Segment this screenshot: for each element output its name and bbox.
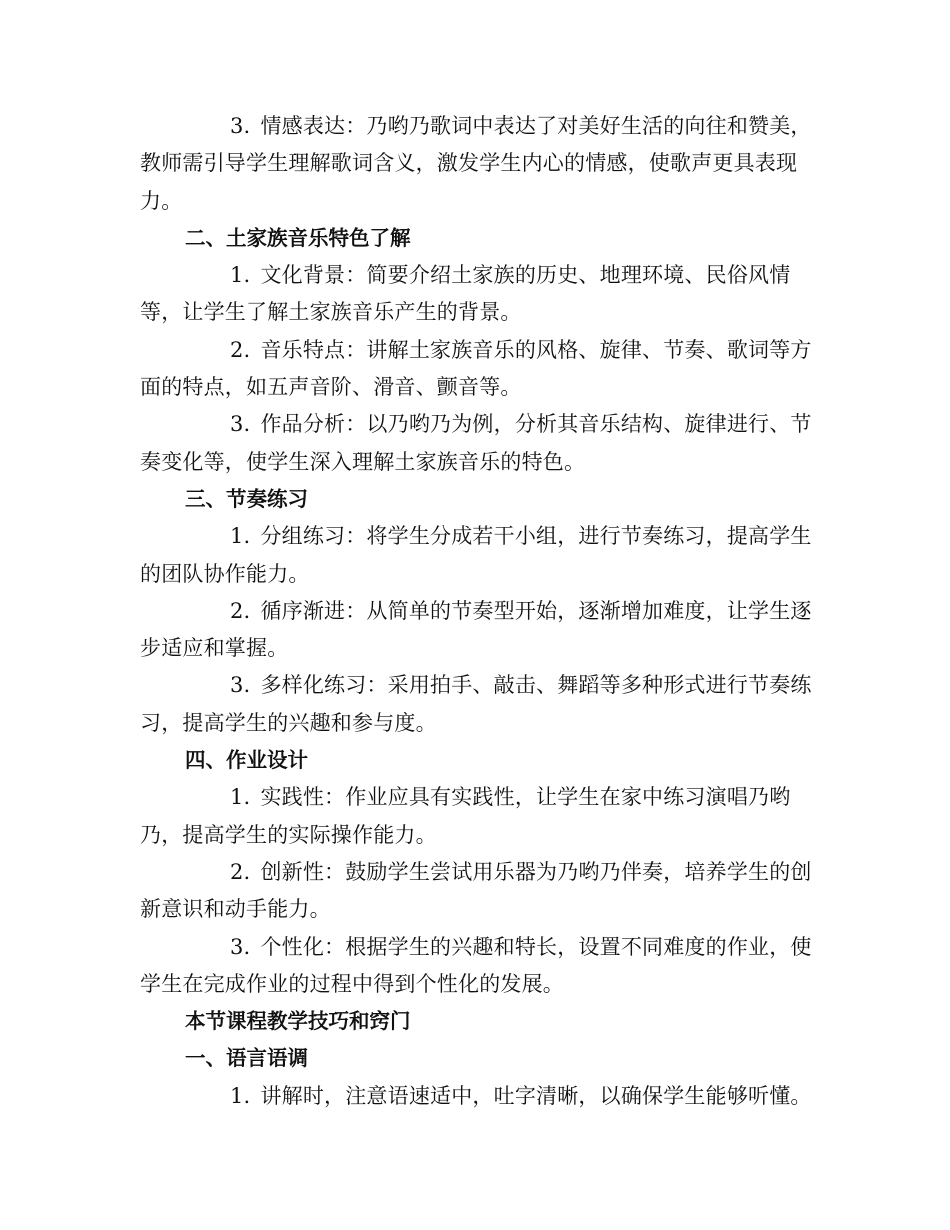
paragraph-diverse-practice [140,667,812,742]
item-number: 3. [230,114,251,138]
paragraph-group-practice [140,518,812,593]
section-heading-teaching-tips: 本节课程教学技巧和窍门 [185,1009,411,1034]
paragraph-text: 多样化练习：采用拍手、敲击、舞蹈等多种形式进行节奏练习，提高学生的兴趣和参与度。 [140,673,812,735]
paragraph-text: 实践性：作业应具有实践性，让学生在家中练习演唱乃哟乃，提高学生的实际操作能力。 [140,785,791,847]
section-heading-homework-design: 四、作业设计 [185,748,308,773]
paragraph-practicality [140,779,812,854]
paragraph-text: 循序渐进：从简单的节奏型开始，逐渐增加难度，让学生逐步适应和掌握。 [140,598,812,661]
item-number: 1. [230,785,251,810]
paragraph-step-by-step [140,593,812,668]
item-number: 2. [230,337,251,362]
paragraph-work-analysis [140,406,812,481]
paragraph-cultural-background [140,257,812,332]
paragraph-text: 文化背景：简要介绍土家族的历史、地理环境、民俗风情等，让学生了解土家族音乐产生的背景。 [140,263,791,325]
paragraph-text: 分组练习：将学生分成若干小组，进行节奏练习，提高学生的团队协作能力。 [140,524,812,586]
item-number: 1. [230,263,251,288]
paragraph-text: 创新性：鼓励学生尝试用乐器为乃哟乃伴奏，培养学生的创新意识和动手能力。 [140,859,812,922]
section-heading-rhythm-practice: 三、节奏练习 [185,486,308,511]
paragraph-personalization [140,929,812,1004]
paragraph-text: 情感表达：乃哟乃歌词中表达了对美好生活的向往和赞美，教师需引导学生理解歌词含义，激发学生内心的情感，使歌声更具表现力。 [140,114,812,213]
paragraph-text: 音乐特点：讲解土家族音乐的风格、旋律、节奏、歌词等方面的特点，如五声音阶、滑音、颤音等。 [140,337,812,400]
document-body [140,108,812,1115]
paragraph-speech-pace [140,1078,812,1115]
paragraph-text: 个性化：根据学生的兴趣和特长，设置不同难度的作业，使学生在完成作业的过程中得到个性化的发展。 [140,934,812,996]
paragraph-innovation [140,854,812,929]
item-number: 2. [230,598,251,623]
section-heading-language-tone: 一、语言语调 [185,1046,308,1071]
section-heading-tujia-music: 二、土家族音乐特色了解 [185,225,411,250]
item-number: 3. [230,673,251,698]
item-number: 1. [230,524,251,549]
paragraph-text: 讲解时，注意语速适中，吐字清晰，以确保学生能够听懂。 [260,1083,812,1108]
paragraph-text: 作品分析：以乃哟乃为例，分析其音乐结构、旋律进行、节奏变化等，使学生深入理解土家族音乐的特色。 [140,412,812,474]
paragraph-emotion-expression [140,108,812,220]
item-number: 3. [230,412,251,437]
item-number: 2. [230,859,251,884]
item-number: 3. [230,934,251,959]
item-number: 1. [230,1083,251,1108]
paragraph-music-features [140,332,812,407]
